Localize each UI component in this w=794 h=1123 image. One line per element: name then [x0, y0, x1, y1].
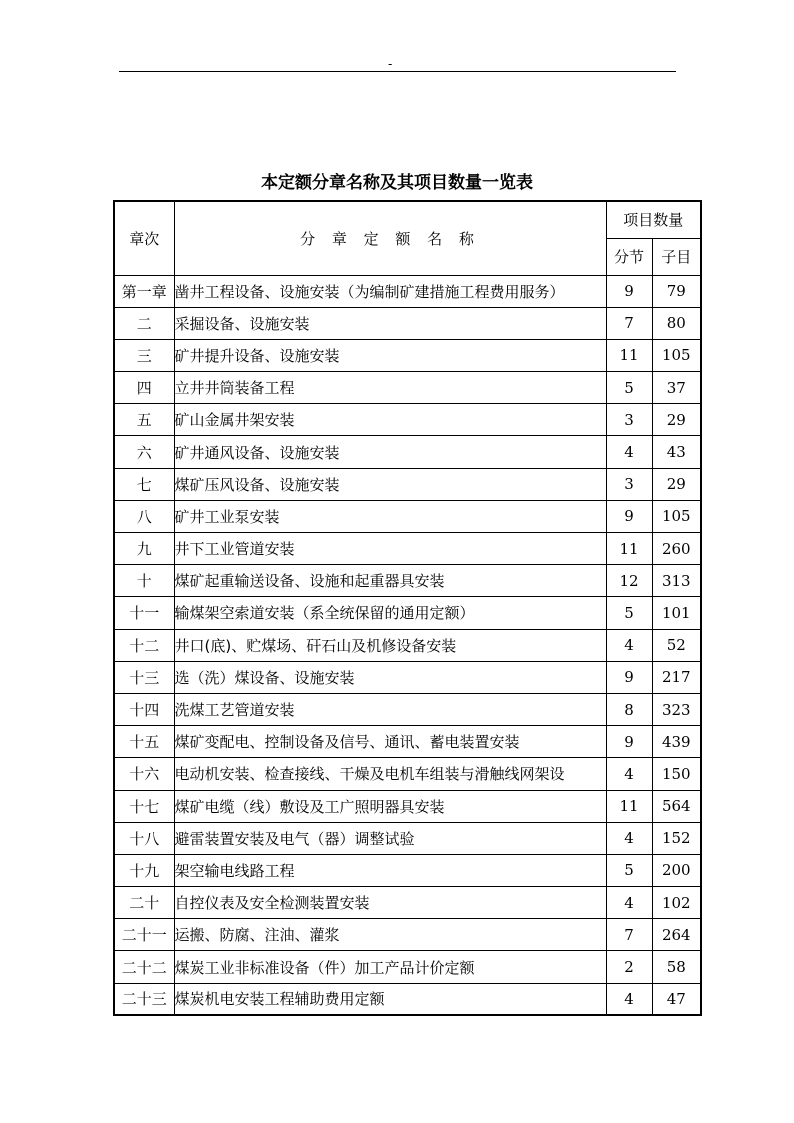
- chapter-name-cell: 矿山金属井架安装: [174, 404, 606, 436]
- header-rule: [119, 71, 676, 72]
- section-count-cell: 5: [606, 372, 652, 404]
- item-count-cell: 323: [652, 693, 701, 725]
- header-chapter: 章次: [114, 201, 174, 275]
- chapter-cell: 五: [114, 404, 174, 436]
- table-row: [114, 887, 701, 919]
- chapter-cell: 二十三: [114, 983, 174, 1015]
- chapter-name-cell: 凿井工程设备、设施安装（为编制矿建措施工程费用服务）: [174, 275, 606, 307]
- chapter-cell: 十二: [114, 629, 174, 661]
- table-row: [114, 629, 701, 661]
- chapter-cell: 十八: [114, 822, 174, 854]
- chapter-name-cell: 输煤架空索道安装（系全统保留的通用定额）: [174, 597, 606, 629]
- section-count-cell: 7: [606, 919, 652, 951]
- chapter-cell: 九: [114, 533, 174, 565]
- chapter-cell: 二: [114, 307, 174, 339]
- table-body: [114, 275, 701, 1015]
- chapter-name-cell: 矿井提升设备、设施安装: [174, 339, 606, 371]
- item-count-cell: 264: [652, 919, 701, 951]
- item-count-cell: 105: [652, 500, 701, 532]
- item-count-cell: 43: [652, 436, 701, 468]
- item-count-cell: 200: [652, 854, 701, 886]
- item-count-cell: 79: [652, 275, 701, 307]
- chapter-name-cell: 矿井工业泵安装: [174, 500, 606, 532]
- chapter-name-cell: 井下工业管道安装: [174, 533, 606, 565]
- chapter-cell: 四: [114, 372, 174, 404]
- section-count-cell: 2: [606, 951, 652, 983]
- table-row: [114, 854, 701, 886]
- chapter-name-cell: 采掘设备、设施安装: [174, 307, 606, 339]
- chapter-cell: 六: [114, 436, 174, 468]
- item-count-cell: 37: [652, 372, 701, 404]
- item-count-cell: 150: [652, 758, 701, 790]
- table-row: [114, 565, 701, 597]
- table-row: [114, 597, 701, 629]
- section-count-cell: 11: [606, 533, 652, 565]
- section-count-cell: 4: [606, 983, 652, 1015]
- table-row: [114, 372, 701, 404]
- chapter-name-cell: 电动机安装、检查接线、干燥及电机车组装与滑触线网架设: [174, 758, 606, 790]
- section-count-cell: 9: [606, 275, 652, 307]
- page-header-mark: -: [388, 57, 393, 71]
- table-row: [114, 758, 701, 790]
- section-count-cell: 8: [606, 693, 652, 725]
- item-count-cell: 105: [652, 339, 701, 371]
- item-count-cell: 102: [652, 887, 701, 919]
- table-row: [114, 951, 701, 983]
- section-count-cell: 5: [606, 597, 652, 629]
- table-row: [114, 275, 701, 307]
- section-count-cell: 4: [606, 436, 652, 468]
- chapter-cell: 八: [114, 500, 174, 532]
- chapter-name-cell: 煤矿变配电、控制设备及信号、通讯、蓄电装置安装: [174, 726, 606, 758]
- header-section: 分节: [606, 238, 652, 275]
- header-item: 子目: [652, 238, 701, 275]
- table-row: [114, 726, 701, 758]
- chapter-name-cell: 煤矿电缆（线）敷设及工广照明器具安装: [174, 790, 606, 822]
- item-count-cell: 29: [652, 404, 701, 436]
- item-count-cell: 152: [652, 822, 701, 854]
- table-row: [114, 533, 701, 565]
- table-row: [114, 983, 701, 1015]
- item-count-cell: 47: [652, 983, 701, 1015]
- section-count-cell: 12: [606, 565, 652, 597]
- item-count-cell: 101: [652, 597, 701, 629]
- chapter-cell: 十四: [114, 693, 174, 725]
- chapter-cell: 第一章: [114, 275, 174, 307]
- table-row: [114, 919, 701, 951]
- table-row: [114, 404, 701, 436]
- chapter-cell: 十三: [114, 661, 174, 693]
- section-count-cell: 3: [606, 404, 652, 436]
- item-count-cell: 439: [652, 726, 701, 758]
- section-count-cell: 3: [606, 468, 652, 500]
- section-count-cell: 4: [606, 629, 652, 661]
- chapter-name-cell: 自控仪表及安全检测装置安装: [174, 887, 606, 919]
- chapter-cell: 二十一: [114, 919, 174, 951]
- item-count-cell: 260: [652, 533, 701, 565]
- item-count-cell: 58: [652, 951, 701, 983]
- chapter-name-cell: 立井井筒装备工程: [174, 372, 606, 404]
- chapter-cell: 十五: [114, 726, 174, 758]
- section-count-cell: 9: [606, 500, 652, 532]
- section-count-cell: 5: [606, 854, 652, 886]
- quota-summary-table: [113, 200, 702, 1016]
- table-row: [114, 693, 701, 725]
- chapter-cell: 二十: [114, 887, 174, 919]
- chapter-name-cell: 架空输电线路工程: [174, 854, 606, 886]
- chapter-name-cell: 矿井通风设备、设施安装: [174, 436, 606, 468]
- item-count-cell: 217: [652, 661, 701, 693]
- chapter-name-cell: 避雷装置安装及电气（器）调整试验: [174, 822, 606, 854]
- chapter-cell: 七: [114, 468, 174, 500]
- table-row: [114, 436, 701, 468]
- chapter-cell: 十六: [114, 758, 174, 790]
- chapter-name-cell: 煤矿压风设备、设施安装: [174, 468, 606, 500]
- chapter-cell: 二十二: [114, 951, 174, 983]
- section-count-cell: 4: [606, 822, 652, 854]
- table-row: [114, 468, 701, 500]
- section-count-cell: 11: [606, 339, 652, 371]
- table-row: [114, 661, 701, 693]
- chapter-name-cell: 煤炭机电安装工程辅助费用定额: [174, 983, 606, 1015]
- section-count-cell: 9: [606, 726, 652, 758]
- chapter-cell: 十七: [114, 790, 174, 822]
- header-count-group: 项目数量: [606, 201, 701, 238]
- chapter-name-cell: 选（洗）煤设备、设施安装: [174, 661, 606, 693]
- section-count-cell: 7: [606, 307, 652, 339]
- section-count-cell: 4: [606, 758, 652, 790]
- chapter-name-cell: 运搬、防腐、注油、灌浆: [174, 919, 606, 951]
- document-title: 本定额分章名称及其项目数量一览表: [261, 173, 533, 193]
- table-row: [114, 307, 701, 339]
- chapter-name-cell: 煤矿起重输送设备、设施和起重器具安装: [174, 565, 606, 597]
- item-count-cell: 29: [652, 468, 701, 500]
- section-count-cell: 11: [606, 790, 652, 822]
- chapter-cell: 十一: [114, 597, 174, 629]
- table-row: [114, 339, 701, 371]
- chapter-cell: 三: [114, 339, 174, 371]
- chapter-cell: 十九: [114, 854, 174, 886]
- table-row: [114, 500, 701, 532]
- chapter-name-cell: 洗煤工艺管道安装: [174, 693, 606, 725]
- item-count-cell: 564: [652, 790, 701, 822]
- item-count-cell: 313: [652, 565, 701, 597]
- section-count-cell: 4: [606, 887, 652, 919]
- table-row: [114, 822, 701, 854]
- chapter-name-cell: 井口(底)、贮煤场、矸石山及机修设备安装: [174, 629, 606, 661]
- section-count-cell: 9: [606, 661, 652, 693]
- chapter-name-cell: 煤炭工业非标准设备（件）加工产品计价定额: [174, 951, 606, 983]
- header-name: 分 章 定 额 名 称: [174, 201, 606, 275]
- table-row: [114, 790, 701, 822]
- item-count-cell: 52: [652, 629, 701, 661]
- chapter-cell: 十: [114, 565, 174, 597]
- item-count-cell: 80: [652, 307, 701, 339]
